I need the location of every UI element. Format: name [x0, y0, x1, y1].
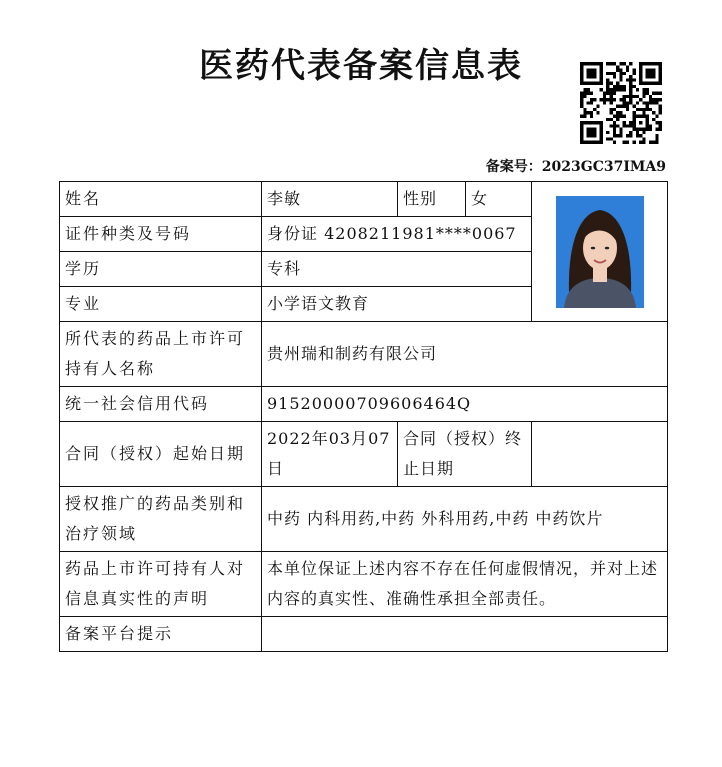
- credit-code-value: 91520000709606464Q: [262, 387, 668, 422]
- document-title: 医药代表备案信息表: [199, 46, 523, 86]
- row-credit-code: [60, 387, 668, 422]
- id-value: 身份证 4208211981****0067: [262, 217, 532, 252]
- row-contract-dates: [60, 422, 668, 487]
- row-category: [60, 487, 668, 552]
- major-value: 小学语文教育: [262, 287, 532, 322]
- gender-value: 女: [466, 182, 532, 217]
- record-number: 备案号：2023GC37IMA9: [485, 159, 666, 175]
- end-date-label: 合同（授权）终止日期: [398, 422, 532, 487]
- row-declaration: [60, 552, 668, 617]
- category-label: 授权推广的药品类别和治疗领域: [60, 487, 262, 552]
- name-value: 李敏: [262, 182, 398, 217]
- declaration-value: 本单位保证上述内容不存在任何虚假情况，并对上述内容的真实性、准确性承担全部责任。: [262, 552, 668, 617]
- major-label: 专业: [60, 287, 262, 322]
- platform-tip-value: [262, 617, 668, 652]
- photo-cell: [532, 182, 668, 322]
- education-label: 学历: [60, 252, 262, 287]
- holder-label: 所代表的药品上市许可持有人名称: [60, 322, 262, 387]
- start-date-label: 合同（授权）起始日期: [60, 422, 262, 487]
- end-date-value: [532, 422, 668, 487]
- declaration-label: 药品上市许可持有人对信息真实性的声明: [60, 552, 262, 617]
- row-name: [60, 182, 668, 217]
- row-platform-tip: [60, 617, 668, 652]
- start-date-value: 2022年03月07日: [262, 422, 398, 487]
- education-value: 专科: [262, 252, 532, 287]
- info-table: [59, 181, 668, 652]
- credit-code-label: 统一社会信用代码: [60, 387, 262, 422]
- id-label: 证件种类及号码: [60, 217, 262, 252]
- category-value: 中药 内科用药,中药 外科用药,中药 中药饮片: [262, 487, 668, 552]
- gender-label: 性别: [398, 182, 466, 217]
- name-label: 姓名: [60, 182, 262, 217]
- qr-code: [580, 62, 662, 144]
- holder-value: 贵州瑞和制药有限公司: [262, 322, 668, 387]
- platform-tip-label: 备案平台提示: [60, 617, 262, 652]
- row-holder: [60, 322, 668, 387]
- person-photo: [556, 196, 644, 308]
